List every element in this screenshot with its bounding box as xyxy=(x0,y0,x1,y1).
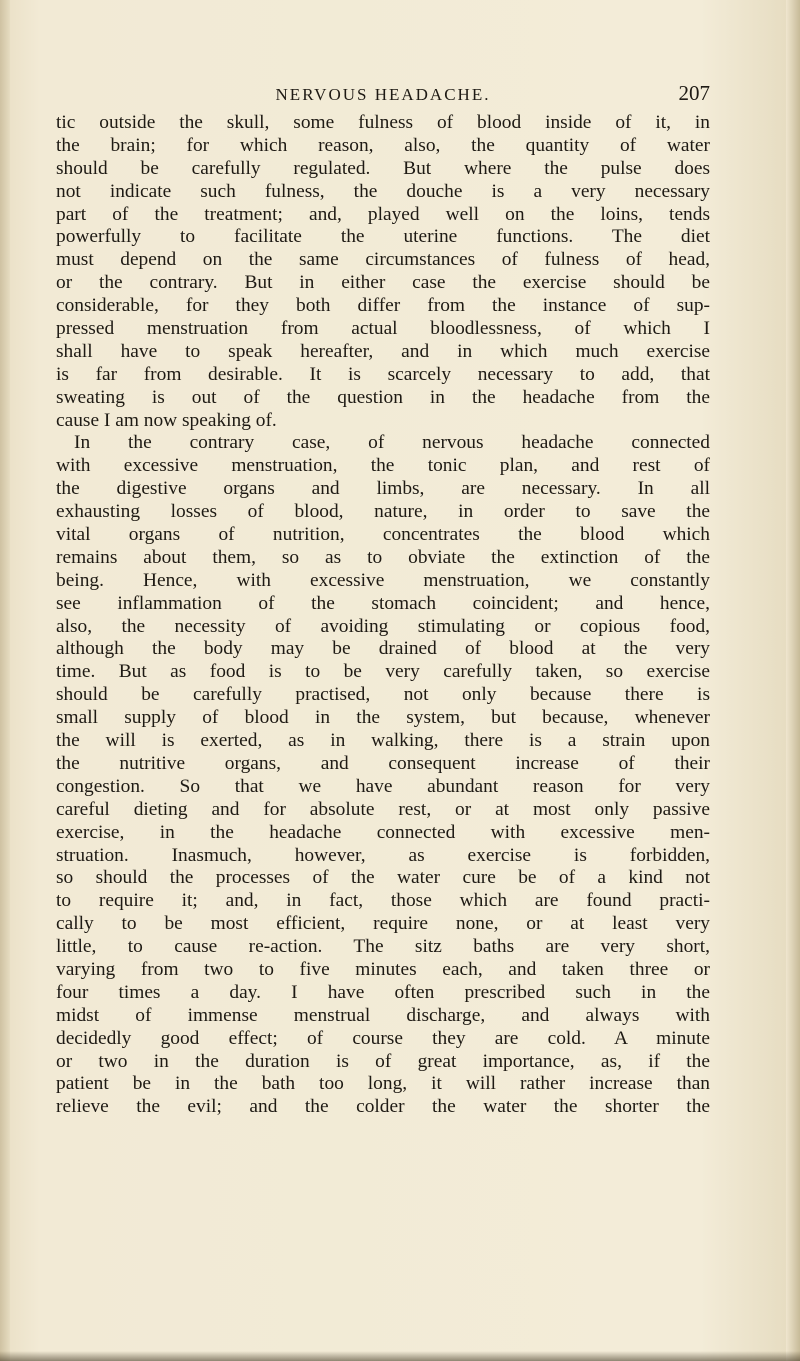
text-line: part of the treatment; and, played well on the loins, tends xyxy=(56,203,710,225)
text-line: being. Hence, with excessive menstruation, we constantly xyxy=(56,569,710,591)
page-number: 207 xyxy=(678,81,710,105)
text-line: see inflammation of the stomach coincident; and hence, xyxy=(56,592,710,614)
text-line: also, the necessity of avoiding stimulating or copious food, xyxy=(56,615,710,637)
text-line: careful dieting and for absolute rest, or at most only passive xyxy=(56,798,710,820)
text-line: small supply of blood in the system, but because, whenever xyxy=(56,707,710,729)
text-line: midst of immense menstrual discharge, and always with xyxy=(56,1004,710,1026)
text-line: relieve the evil; and the colder the water the shorter the xyxy=(56,1096,710,1118)
page-binding-shadow-left xyxy=(0,0,10,1361)
text-line: pressed menstruation from actual bloodlessness, of which I xyxy=(56,318,710,340)
text-line: the brain; for which reason, also, the quantity of water xyxy=(56,134,710,156)
text-line: vital organs of nutrition, concentrates the blood which xyxy=(56,524,710,546)
text-line: although the body may be drained of blood at the very xyxy=(56,638,710,660)
text-line: little, to cause re-action. The sitz baths are very short, xyxy=(56,936,710,958)
text-line: or two in the duration is of great importance, as, if the xyxy=(56,1050,710,1072)
text-line: not indicate such fulness, the douche is a very necessary xyxy=(56,180,710,202)
text-line: cally to be most efficient, require none, or at least very xyxy=(56,913,710,935)
text-line: should be carefully practised, not only because there is xyxy=(56,684,710,706)
text-line: with excessive menstruation, the tonic plan, and rest of xyxy=(56,455,710,477)
text-line: exhausting losses of blood, nature, in order to save the xyxy=(56,501,710,523)
text-line: time. But as food is to be very carefully taken, so exercise xyxy=(56,661,710,683)
body-text xyxy=(56,112,710,1119)
page-binding-shadow-right xyxy=(786,0,800,1361)
text-line: tic outside the skull, some fulness of blood inside of it, in xyxy=(56,112,710,133)
text-line: patient be in the bath too long, it will rather increase than xyxy=(56,1073,710,1095)
text-line: cause I am now speaking of. xyxy=(56,409,277,431)
text-line: remains about them, so as to obviate the extinction of the xyxy=(56,546,710,568)
running-head xyxy=(56,81,710,113)
text-line: varying from two to five minutes each, and taken three or xyxy=(56,958,710,980)
text-line: so should the processes of the water cure be of a kind not xyxy=(56,867,710,889)
text-line: is far from desirable. It is scarcely necessary to add, that xyxy=(56,363,710,385)
text-line: decidedly good effect; of course they are cold. A minute xyxy=(56,1027,710,1049)
text-line: congestion. So that we have abundant reason for very xyxy=(56,775,710,797)
text-line: sweating is out of the question in the headache from the xyxy=(56,386,710,408)
page-bottom-shadow xyxy=(0,1351,800,1361)
text-line: or the contrary. But in either case the exercise should be xyxy=(56,272,710,294)
text-line: the nutritive organs, and consequent increase of their xyxy=(56,752,710,774)
text-line: considerable, for they both differ from the instance of sup- xyxy=(56,295,710,317)
text-line: the will is exerted, as in walking, there is a strain upon xyxy=(56,730,710,752)
text-line: should be carefully regulated. But where the pulse does xyxy=(56,157,710,179)
text-line: powerfully to facilitate the uterine functions. The diet xyxy=(56,226,710,248)
text-line: four times a day. I have often prescribed such in the xyxy=(56,981,710,1003)
text-line: exercise, in the headache connected with excessive men- xyxy=(56,821,710,843)
text-line: shall have to speak hereafter, and in which much exercise xyxy=(56,340,710,362)
text-line: must depend on the same circumstances of fulness of head, xyxy=(56,249,710,271)
text-line: the digestive organs and limbs, are necessary. In all xyxy=(56,478,710,500)
text-line: struation. Inasmuch, however, as exercise is forbidden, xyxy=(56,844,710,866)
text-line: to require it; and, in fact, those which are found practi- xyxy=(56,890,710,912)
text-line: In the contrary case, of nervous headache connected xyxy=(74,432,710,454)
running-title: NERVOUS HEADACHE. xyxy=(275,85,491,104)
